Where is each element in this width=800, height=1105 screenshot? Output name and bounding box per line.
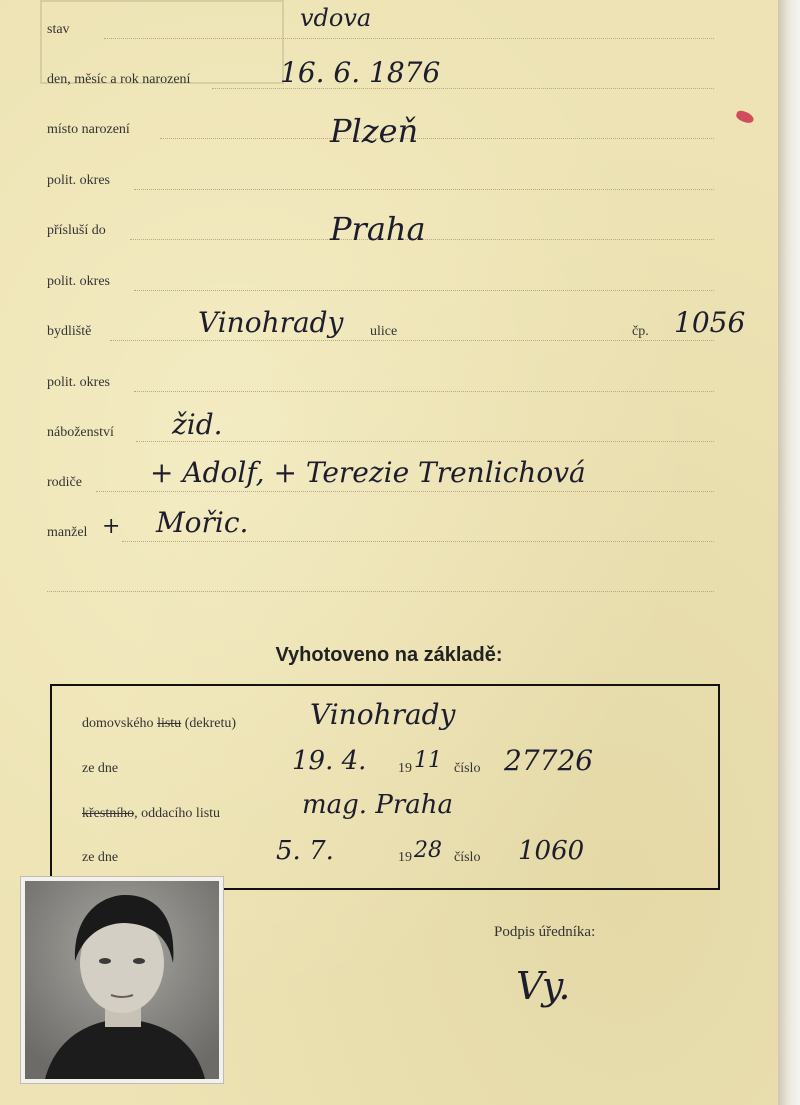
value-oddaci: mag. Praha [302,790,453,820]
value-manzel: Mořic. [156,506,249,539]
value-domovsky: Vinohrady [310,698,456,731]
value-bydliste: Vinohrady [198,306,344,339]
label-stav: stav [47,22,70,37]
label-cp: čp. [632,324,649,339]
label-domovsky-prefix: domovského [82,716,154,731]
label-nabozenstvi: náboženství [47,425,114,440]
line-nabozenstvi [136,441,714,442]
value-nabozenstvi: žid. [172,408,223,441]
line-okres1 [134,189,714,190]
portrait-illustration [25,881,219,1079]
portrait-image [25,881,219,1079]
label-manzel: manžel [47,525,88,540]
label-prislusi: přísluší do [47,223,106,238]
line-okres3 [134,391,714,392]
red-ink-spot [735,109,755,125]
label-ze-dne-2: ze dne [82,850,119,865]
label-oddaci [82,806,220,822]
label-domovsky [82,716,236,732]
label-year-2-print: 19 [398,850,412,865]
value-cislo-1: 27726 [504,744,594,777]
portrait-photo [20,876,224,1084]
value-podpis: Vy. [516,964,571,1008]
label-year-1-print: 19 [398,761,412,776]
value-ze-dne-1-date: 19. 4. [292,746,367,776]
value-rodice: + Adolf, + Terezie Trenlichová [150,456,586,489]
label-misto-narozeni: místo narození [47,122,130,137]
line-bydliste [110,340,714,341]
line-rodice [96,491,714,492]
value-misto-narozeni: Plzeň [330,112,419,150]
label-podpis: Podpis úředníka: [494,924,596,940]
label-polit-okres-2: polit. okres [47,274,110,289]
value-stav: vdova [300,4,372,32]
value-cislo-2: 1060 [518,836,585,866]
label-domovsky-struck: listu [157,716,182,731]
label-ulice: ulice [370,324,398,339]
label-bydliste: bydliště [47,324,92,339]
value-year-2-hand: 28 [414,838,442,863]
value-year-1-hand: 11 [414,748,442,773]
line-manzel [122,541,714,542]
label-polit-okres-1: polit. okres [47,173,110,188]
line-stav [104,38,714,39]
line-misto [160,138,714,139]
mark-manzel: + [102,514,121,539]
value-ze-dne-2-date: 5. 7. [276,836,334,866]
value-narozeni: 16. 6. 1876 [280,56,441,89]
label-rodice: rodiče [47,475,82,490]
line-extra-1 [47,591,714,592]
line-okres2 [134,290,714,291]
basis-box [50,684,720,890]
label-cislo-1: číslo [454,761,481,776]
label-oddaci-listu: , oddacího listu [134,806,221,821]
label-polit-okres-3: polit. okres [47,375,110,390]
label-domovsky-suffix: (dekretu) [184,716,236,731]
value-prislusi: Praha [330,210,426,248]
label-ze-dne-1: ze dne [82,761,119,776]
label-cislo-2: číslo [454,850,481,865]
value-cp: 1056 [674,306,746,339]
label-krestni-struck: křestního [82,806,135,821]
label-narozeni: den, měsíc a rok narození [47,72,191,87]
page-edge-background [778,0,800,1105]
section-heading: Vyhotoveno na základě: [275,644,503,666]
